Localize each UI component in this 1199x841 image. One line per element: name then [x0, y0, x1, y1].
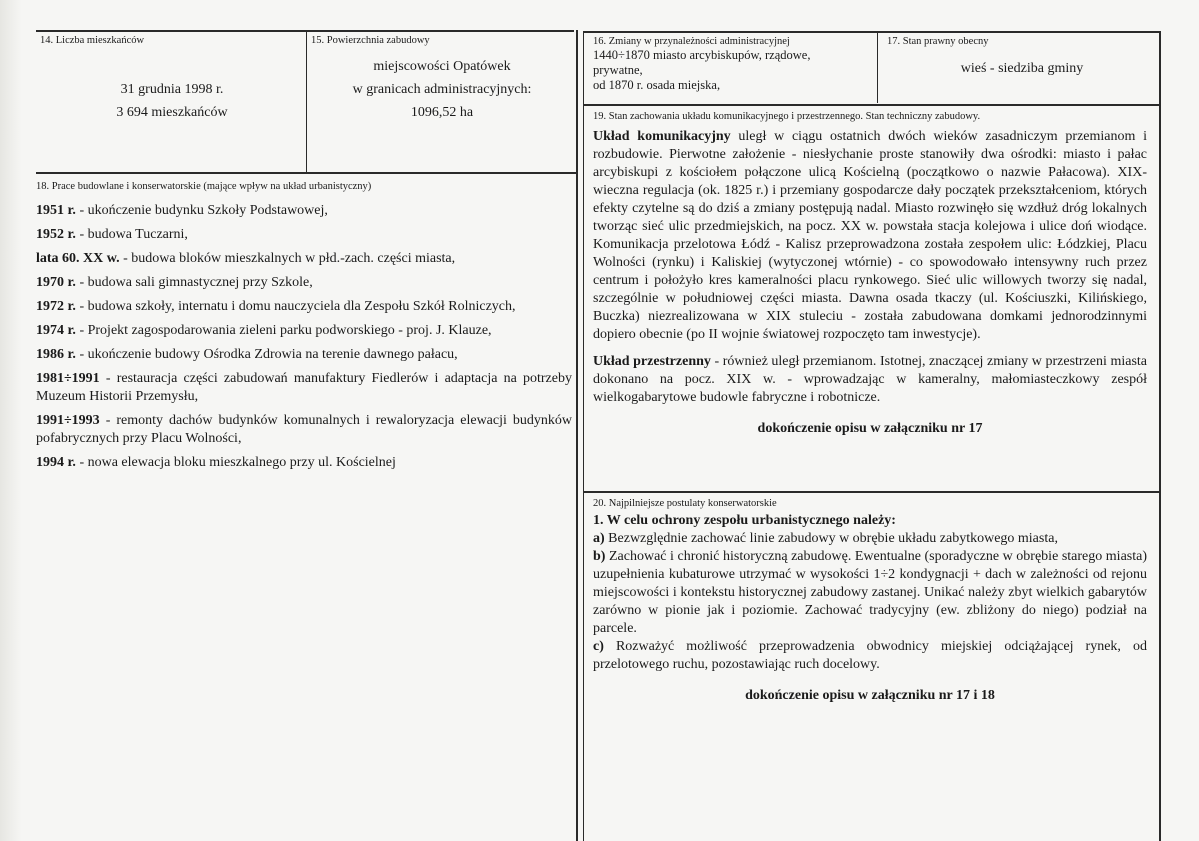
divider-v-14-15: [306, 30, 307, 172]
list-item-text: - budowa sali gimnastycznej przy Szkole,: [75, 275, 313, 290]
paragraph-heading: Układ przestrzenny: [593, 354, 711, 369]
field-17-value: wieś - siedziba gminy: [960, 61, 1084, 76]
paragraph-heading: Układ komunikacyjny: [593, 129, 731, 144]
list-item-text: - nowa elewacja bloku mieszkalnego przy ul. Kościelnej: [75, 455, 396, 470]
field-17-label: 17. Stan prawny obecny: [887, 36, 989, 47]
field-18-label: 18. Prace budowlane i konserwatorskie (mające wpływ na układ urbanistyczny): [36, 181, 372, 192]
list-item-year: 1981÷1991: [36, 371, 100, 386]
field-16-label: 16. Zmiany w przynależności administracyjnej: [593, 36, 790, 47]
postulate-text: Zachować i chronić historyczną zabudowę. Ewentualne (sporadyczne w obrębie starego miasta) uzupełnienia kubaturowe utrzymać w wysokości 1÷2 kondygnacji + dach w zależności od rejonu miejscowości i kontekstu historycznej zabudowy zastanej. Unikać należy zbyt wielkich gabarytów zarówno w pionie jak i poziomie. Zachować tradycyjny (ew. zbliżony do niego) podział na parcele.: [593, 549, 1147, 636]
list-item-text: - ukończenie budynku Szkoły Podstawowej,: [75, 203, 328, 218]
postulate-b: [593, 548, 1147, 638]
divider-top-right: [583, 31, 1159, 33]
list-item-year: 1970 r.: [36, 275, 76, 290]
divider-h-right-top: [583, 104, 1159, 106]
field-16-line2: prywatne,: [593, 63, 643, 77]
field-18-construction-works: [36, 180, 572, 510]
list-item: [36, 346, 572, 364]
postulate-text: Rozważyć możliwość przeprowadzenia obwodnicy miejskiej odciążającej rynek, od przelotowego ruchu, pozostawiając ruch docelowy.: [593, 639, 1147, 672]
field-20-heading: 1. W celu ochrony zespołu urbanistycznego należy:: [593, 513, 896, 528]
field-15-line1: miejscowości Opatówek: [373, 59, 511, 74]
list-item-text: - ukończenie budowy Ośrodka Zdrowia na terenie dawnego pałacu,: [75, 347, 458, 362]
list-item: [36, 226, 572, 244]
divider-h-right-mid: [583, 491, 1159, 493]
list-item-text: - budowa szkoły, internatu i domu nauczyciela dla Zespołu Szkół Rolniczych,: [75, 299, 516, 314]
divider-v-center-right: [583, 31, 584, 841]
list-item: [36, 298, 572, 316]
list-item-year: 1972 r.: [36, 299, 76, 314]
field-15-label: 15. Powierzchnia zabudowy: [311, 35, 430, 46]
list-item-text: - budowa bloków mieszkalnych w płd.-zach. części miasta,: [119, 251, 456, 266]
list-item: [36, 274, 572, 292]
field-15-line2: w granicach administracyjnych:: [352, 82, 532, 97]
field-16-line3: od 1870 r. osada miejska,: [593, 78, 721, 92]
list-item-text: - Projekt zagospodarowania zieleni parku podworskiego - proj. J. Klauze,: [75, 323, 492, 338]
divider-v-16-17: [877, 31, 878, 103]
field-19-label: 19. Stan zachowania układu komunikacyjnego i przestrzennego. Stan techniczny zabudowy.: [593, 111, 981, 122]
list-item-year: 1994 r.: [36, 455, 76, 470]
field-19-paragraph-communication: [593, 128, 1147, 344]
field-17-legal-status: [887, 35, 1157, 103]
list-item-year: 1952 r.: [36, 227, 76, 242]
list-item-text: - remonty dachów budynków komunalnych i rewaloryzacja elewacji budynków pofabrycznych przy Placu Wolności,: [36, 413, 572, 446]
field-20-footer: dokończenie opisu w załączniku nr 17 i 18: [745, 688, 995, 703]
field-14-label: 14. Liczba mieszkańców: [40, 35, 145, 46]
list-item-text: - restauracja części zabudowań manufaktury Fiedlerów i adaptacja na potrzeby Muzeum Historii Przemysłu,: [36, 371, 572, 404]
divider-v-center: [576, 30, 578, 841]
list-item-year: 1951 r.: [36, 203, 76, 218]
field-19-paragraph-spatial: [593, 353, 1147, 407]
list-item-year: 1991÷1993: [36, 413, 100, 428]
list-item: [36, 202, 572, 220]
scan-edge-shadow: [0, 0, 22, 841]
postulate-c: [593, 638, 1147, 674]
field-16-admin-changes: [593, 35, 875, 103]
paragraph-text: uległ w ciągu ostatnich dwóch wieków zasadniczym przemianom i rozbudowie. Pierwotne założenie - niesłychanie proste stanowiły dwa ośrodki: miasto i pałac arcybiskupi z kościołem połączone ulicą Kościelną (początkowo o nazwie Pałacowa). XIX-wieczna regulacja (ok. 1825 r.) i przemiany gospodarcze dały początek przekształceniom, których efekty czytelne są do dziś a zmiany postępują nadal. Miasto rozwinęło się wzdłuż dróg lokalnych tworząc sieć ulic przedmiejskich, na pocz. XX w. powstała stacja kolejowa i ulice doń wiodące. Komunikacja przelotowa Łódź - Kalisz przeprowadzona została zespołem ulic: Łódzkiej, Placu Wolności (rynku) i Kaliskiej (wytyczonej wtórnie) - co spowodowało intensywny ruch przez centrum i położyło kres kameralności placu rynkowego. Sieć ulic willowych tworzy się nadal, szczególnie w południowej części miasta. Dawna osada tkaczy (ul. Kościuszki, Kilińskiego, Buczka) niezrealizowana w XIX stuleciu - została zabudowana domkami jednorodzinnymi dopiero obecnie (po II wojnie światowej rozpoczęto tam inwestycje).: [593, 129, 1147, 342]
list-item: [36, 250, 572, 268]
postulate-key: a): [593, 531, 605, 546]
field-20-postulates: [593, 497, 1147, 727]
list-item: [36, 454, 572, 472]
divider-right-edge: [1159, 31, 1161, 841]
list-item-text: - budowa Tuczarni,: [75, 227, 188, 242]
field-15-value: 1096,52 ha: [410, 105, 474, 120]
paragraph-text: - również uległ przemianom. Istotnej, znaczącej zmiany w przestrzeni miasta dokonano na pocz. XIX w. - wprowadzając w kameralny, małomiasteczkowy zespół wielkogabarytowe budowle fabryczne i robotnicze.: [593, 354, 1147, 405]
list-item-year: 1986 r.: [36, 347, 76, 362]
list-item: [36, 370, 572, 406]
field-14-date: 31 grudnia 1998 r.: [120, 82, 224, 97]
postulate-key: c): [593, 639, 604, 654]
list-item: [36, 412, 572, 448]
divider-h-left-mid: [36, 172, 576, 174]
divider-top-left: [36, 30, 574, 32]
list-item-year: lata 60. XX w.: [36, 251, 120, 266]
field-14-count: 3 694 mieszkańców: [116, 105, 228, 120]
construction-list: [36, 202, 572, 472]
field-20-label: 20. Najpilniejsze postulaty konserwatorskie: [593, 498, 777, 509]
list-item-year: 1974 r.: [36, 323, 76, 338]
postulate-a: [593, 530, 1147, 548]
postulate-key: b): [593, 549, 606, 564]
list-item: [36, 322, 572, 340]
field-19-condition: [593, 110, 1147, 488]
field-16-line1: 1440÷1870 miasto arcybiskupów, rządowe,: [593, 48, 811, 62]
postulate-text: Bezwzględnie zachować linie zabudowy w obrębie układu zabytkowego miasta,: [604, 531, 1058, 546]
field-19-footer: dokończenie opisu w załączniku nr 17: [757, 421, 983, 436]
field-14-population: [40, 34, 304, 170]
field-15-built-area: [311, 34, 573, 170]
